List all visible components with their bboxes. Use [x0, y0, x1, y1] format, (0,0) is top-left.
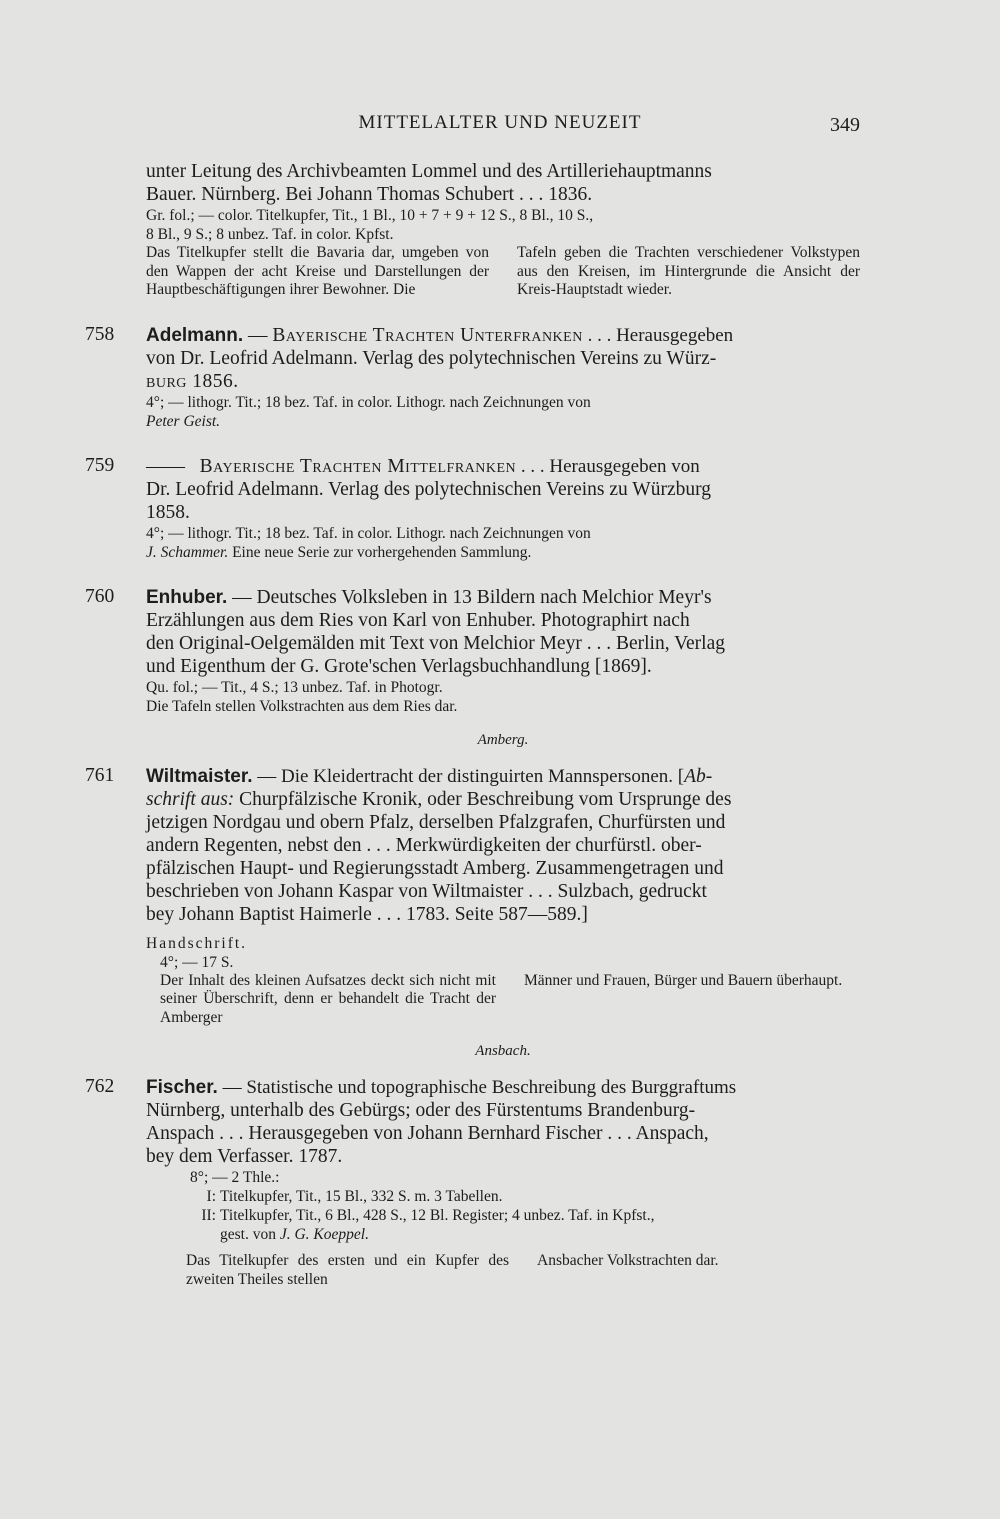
text-line: 1858.	[146, 501, 190, 523]
note: Die Tafeln stellen Volkstrachten aus dem Ries dar.	[146, 697, 458, 715]
place-heading: Amberg.	[477, 731, 529, 748]
entry-number: 761	[85, 764, 115, 786]
text-line: jetzigen Nordgau und obern Pfalz, derselben Pfalzgrafen, Churfürsten und	[146, 811, 726, 833]
entry-heading	[120, 765, 860, 788]
volume-2-cont	[120, 1225, 860, 1244]
running-title: MITTELALTER UND NEUZEIT	[358, 112, 642, 133]
italic-text: Ab-	[684, 765, 713, 787]
volume-1	[120, 1187, 860, 1206]
entry-758	[85, 323, 860, 431]
volume-label: II:	[201, 1207, 216, 1224]
text-line: Anspach . . . Herausgegeben von Johann Bernhard Fischer . . . Anspach,	[146, 1123, 709, 1144]
volume-text: Titelkupfer, Tit., 6 Bl., 428 S., 12 Bl. Register; 4 unbez. Taf. in Kpfst.,	[220, 1207, 655, 1224]
collation: 4°; — lithogr. Tit.; 18 bez. Taf. in color. Lithogr. nach Zeichnungen von	[146, 393, 591, 411]
text-line: Nürnberg, unterhalb des Gebürgs; oder des Fürstentums Brandenburg-	[146, 1100, 696, 1121]
entry-heading	[120, 324, 860, 347]
note	[120, 244, 860, 300]
entry-number: 758	[85, 323, 115, 345]
entry-title-rest: . . . Herausgegeben	[582, 324, 734, 346]
text-line: andern Regenten, nebst den . . . Merkwürdigkeiten der churfürstl. ober-	[146, 834, 702, 856]
text-line: beschrieben von Johann Kaspar von Wiltmaister . . . Sulzbach, gedruckt	[146, 880, 707, 902]
note-right: Männer und Frauen, Bürger und Bauern überhaupt.	[524, 971, 843, 989]
artist: Peter Geist.	[146, 412, 221, 430]
entry-heading	[120, 586, 860, 609]
text-span: gest. von	[220, 1226, 280, 1243]
entry-title: Bayerische Trachten Unterfranken	[272, 324, 583, 346]
collation: 4°; — lithogr. Tit.; 18 bez. Taf. in color. Lithogr. nach Zeichnungen von	[146, 524, 591, 542]
entry-title-rest: . . . Herausgegeben von	[516, 455, 700, 477]
collation: 4°; — 17 S.	[160, 953, 234, 971]
place-heading: Ansbach.	[475, 1043, 531, 1059]
italic-text: schrift aus:	[146, 788, 235, 810]
entry-title: — Deutsches Volksleben in 13 Bildern nach Melchior Meyr's	[227, 586, 712, 608]
note-left: Das Titelkupfer des ersten und ein Kupfer des zweiten Theiles stellen	[186, 1252, 509, 1288]
dash: ——	[146, 455, 185, 477]
page-number: 349	[830, 114, 860, 136]
collation: Gr. fol.; — color. Titelkupfer, Tit., 1 Bl., 10 + 7 + 9 + 12 S., 8 Bl., 10 S.,	[146, 207, 594, 224]
note-text: Eine neue Serie zur vorhergehenden Sammlung.	[228, 543, 532, 561]
note	[120, 543, 860, 562]
engraver: J. G. Koeppel.	[279, 1226, 369, 1243]
entry-title: — Die Kleidertracht der distinguirten Mannspersonen. [	[252, 765, 685, 787]
page-body	[85, 160, 860, 1289]
note	[120, 1252, 860, 1289]
note-left: Der Inhalt des kleinen Aufsatzes deckt sich nicht mit seiner Überschrift, denn er behandelt die Tracht der Amberger	[160, 971, 496, 1026]
entry-heading	[120, 455, 860, 478]
text-line: Erzählungen aus dem Ries von Karl von Enhuber. Photographirt nach	[146, 609, 690, 631]
volume-text: Titelkupfer, Tit., 15 Bl., 332 S. m. 3 Tabellen.	[220, 1188, 503, 1205]
note-right: Ansbacher Volkstrachten dar.	[537, 1252, 719, 1269]
entry-number: 759	[85, 454, 115, 476]
entry-title: Bayerische Trachten Mittelfranken	[199, 455, 517, 477]
text-line: bey Johann Baptist Haimerle . . . 1783. Seite 587—589.]	[146, 903, 588, 925]
text-line: pfälzischen Haupt- und Regierungsstadt Amberg. Zusammengetragen und	[146, 857, 724, 879]
collation: 8°; — 2 Thle.:	[190, 1169, 280, 1186]
entry-number: 760	[85, 585, 115, 607]
text-line: Bauer. Nürnberg. Bei Johann Thomas Schubert . . . 1836.	[146, 184, 593, 205]
entry-762	[85, 1076, 860, 1289]
text-line	[120, 788, 860, 811]
artist: J. Schammer.	[146, 543, 229, 561]
entry-author: Fischer.	[146, 1077, 218, 1098]
entry-number: 762	[85, 1076, 115, 1097]
entry-heading	[120, 1076, 860, 1099]
entry-author: Wiltmaister.	[146, 765, 253, 787]
entry-761	[85, 764, 860, 1028]
dash: —	[243, 324, 273, 346]
page-header	[140, 112, 860, 142]
volume-label: I:	[206, 1188, 216, 1205]
note-left: Das Titelkupfer stellt die Bavaria dar, umgeben von den Wappen der acht Kreise und Darstellungen der Hauptbeschäftigungen ihrer Bewohner. Die	[146, 244, 489, 298]
text-line: den Original-Oelgemälden mit Text von Melchior Meyr . . . Berlin, Verlag	[146, 632, 725, 654]
entry-continuation	[120, 160, 860, 300]
volume-2	[120, 1206, 860, 1225]
note	[120, 972, 860, 1028]
manuscript-label: Handschrift.	[146, 934, 248, 952]
text-line: bey dem Verfasser. 1787.	[146, 1146, 343, 1167]
entry-title: — Statistische und topographische Beschreibung des Burggraftums	[217, 1077, 737, 1098]
note-right: Tafeln geben die Trachten verschiedener Volkstypen aus den Kreisen, im Hintergrunde die Ansicht der Kreis-Hauptstadt wieder.	[517, 244, 860, 298]
entry-author: Enhuber.	[146, 586, 228, 608]
collation: Qu. fol.; — Tit., 4 S.; 13 unbez. Taf. in Photogr.	[146, 678, 443, 696]
text-line: Dr. Leofrid Adelmann. Verlag des polytechnischen Vereins zu Würzburg	[146, 478, 711, 500]
text-line: unter Leitung des Archivbeamten Lommel und des Artilleriehauptmanns	[146, 161, 712, 182]
text-line: burg 1856.	[146, 370, 239, 392]
text-line: von Dr. Leofrid Adelmann. Verlag des polytechnischen Vereins zu Würz-	[146, 347, 717, 369]
entry-759	[85, 454, 860, 562]
entry-author: Adelmann.	[146, 324, 244, 346]
entry-760	[85, 585, 860, 716]
text-line: und Eigenthum der G. Grote'schen Verlagsbuchhandlung [1869].	[146, 655, 652, 677]
text-span: Churpfälzische Kronik, oder Beschreibung vom Ursprunge des	[234, 788, 732, 810]
collation: 8 Bl., 9 S.; 8 unbez. Taf. in color. Kpfst.	[146, 226, 394, 243]
